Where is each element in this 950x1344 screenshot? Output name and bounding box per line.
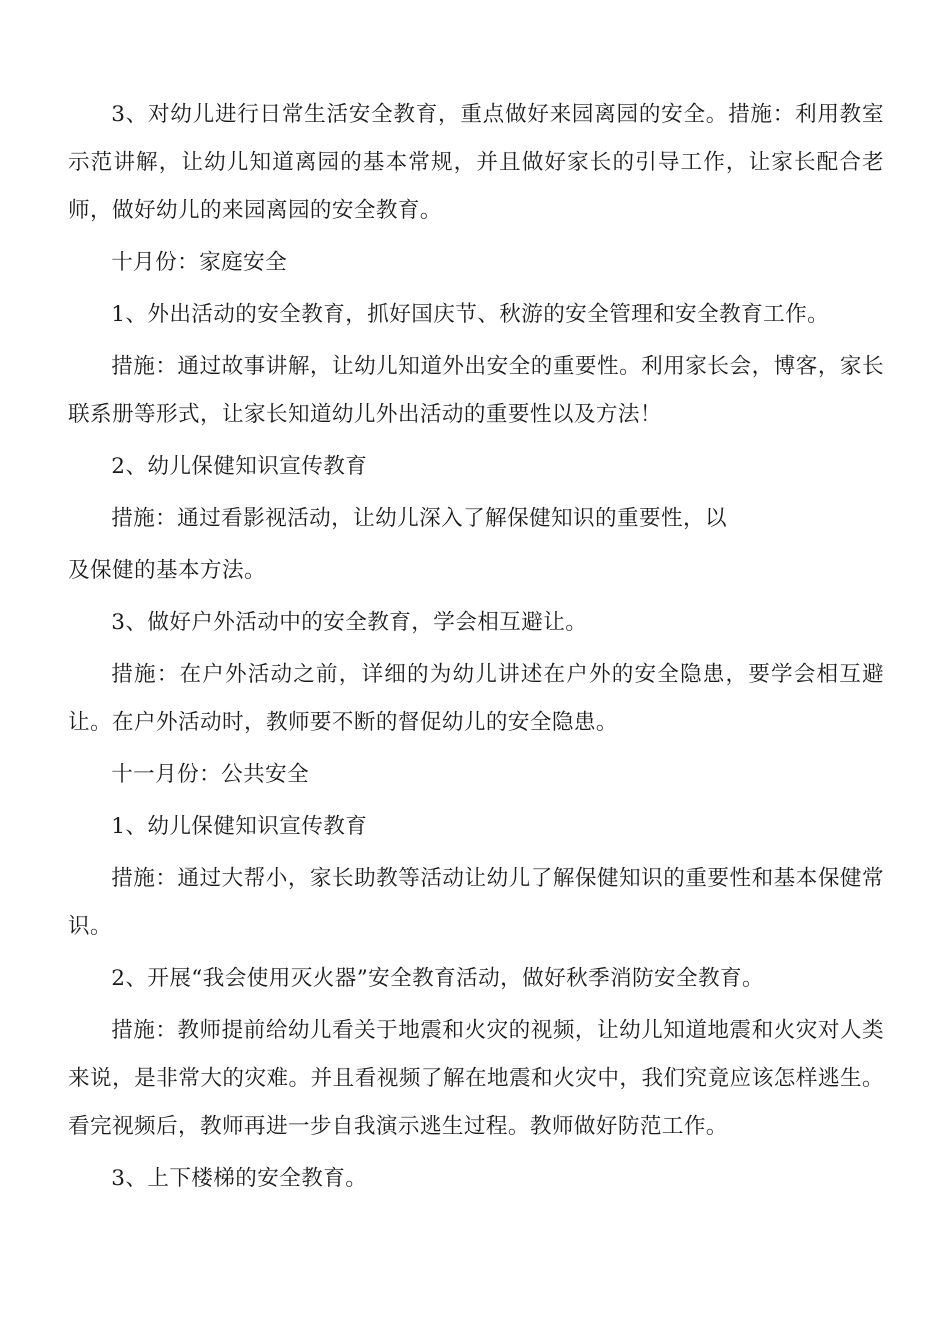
paragraph-measures-earthquake-fire: 措施：教师提前给幼儿看关于地震和火灾的视频，让幼儿知道地震和火灾对人类来说，是非常大的灾难。并且看视频了解在地震和火灾中，我们究竟应该怎样逃生。看完视频后，教师再进一步自我演示逃生过程。教师做好防范工作。 (68, 1018, 884, 1139)
paragraph-measures-health-continued: 及保健的基本方法。 (68, 558, 266, 583)
paragraph-measures-outdoor: 措施：在户外活动之前，详细的为幼儿讲述在户外的安全隐患，要学会相互避让。在户外活动时，教师要不断的督促幼儿的安全隐患。 (68, 662, 884, 735)
paragraph-item-3-stairs-safety: 3、上下楼梯的安全教育。 (111, 1166, 368, 1191)
section-heading-november: 十一月份：公共安全 (111, 762, 310, 787)
paragraph-item-2-health-education: 2、幼儿保健知识宣传教育 (111, 454, 368, 479)
paragraph-item-3-outdoor-safety: 3、做好户外活动中的安全教育，学会相互避让。 (111, 610, 588, 635)
paragraph-item-1-outing-safety: 1、外出活动的安全教育，抓好国庆节、秋游的安全管理和安全教育工作。 (111, 302, 830, 327)
paragraph-measures-health-video: 措施：通过看影视活动，让幼儿深入了解保健知识的重要性，以 (111, 506, 728, 531)
section-heading-october: 十月份：家庭安全 (111, 250, 288, 275)
document-body (68, 91, 884, 1207)
paragraph-measures-health-helpers: 措施：通过大帮小，家长助教等活动让幼儿了解保健知识的重要性和基本保健常识。 (68, 866, 884, 939)
paragraph-measures-outing: 措施：通过故事讲解，让幼儿知道外出安全的重要性。利用家长会，博客，家长联系册等形式，让家长知道幼儿外出活动的重要性以及方法！ (68, 354, 884, 427)
paragraph-item-3-daily-safety: 3、对幼儿进行日常生活安全教育，重点做好来园离园的安全。措施：利用教室示范讲解，让幼儿知道离园的基本常规，并且做好家长的引导工作，让家长配合老师，做好幼儿的来园离园的安全教育。 (68, 102, 884, 223)
paragraph-item-1-health-education: 1、幼儿保健知识宣传教育 (111, 814, 368, 839)
paragraph-item-2-fire-extinguisher: 2、开展“我会使用灭火器”安全教育活动，做好秋季消防安全教育。 (111, 966, 765, 991)
